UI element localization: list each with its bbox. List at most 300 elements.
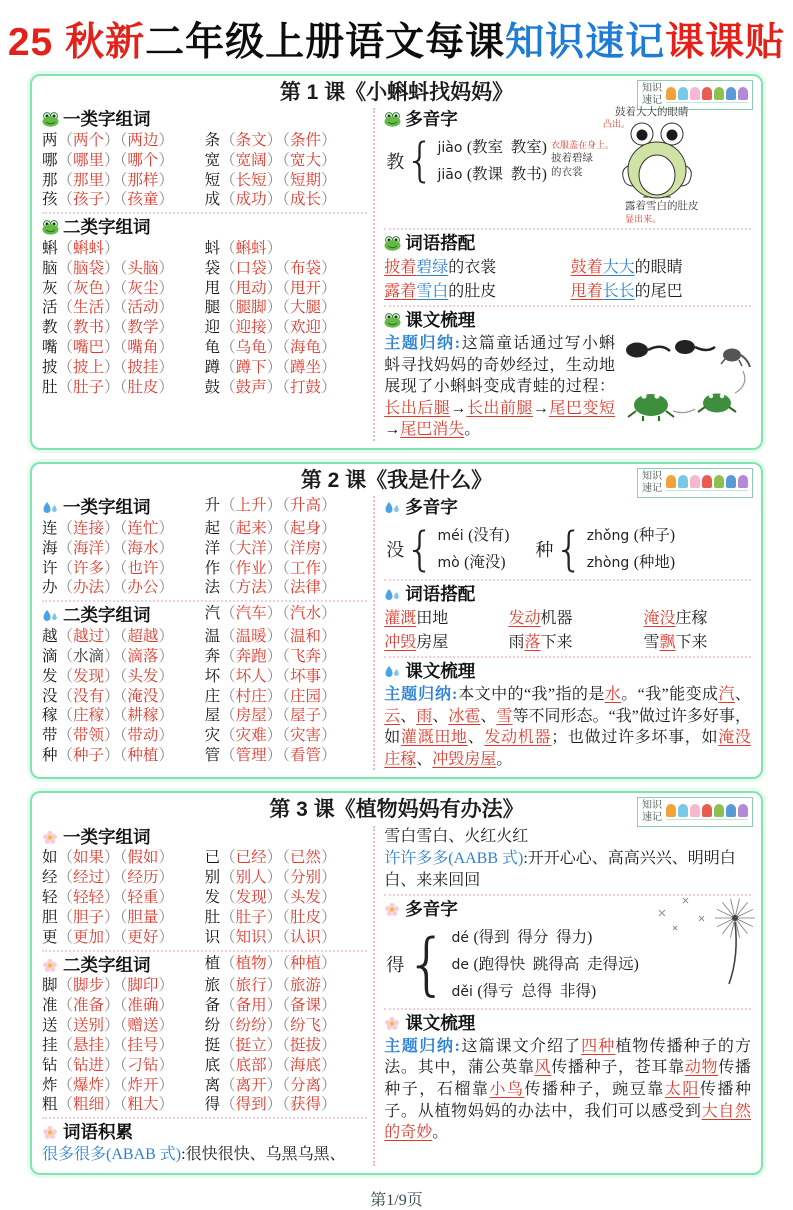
text-run: 。 (432, 1124, 449, 1142)
frog-annotation: 的衣裳 (550, 167, 583, 179)
topic-label: 主题归纳: (384, 335, 461, 353)
word: 也许 (127, 559, 159, 577)
paren: （ (57, 707, 74, 725)
head-char: 起 (204, 519, 221, 537)
paren: （ (220, 1076, 236, 1094)
word: 坏事 (289, 667, 321, 685)
word: 教书 (73, 319, 105, 337)
heading-row (42, 496, 367, 519)
word-group (220, 1037, 282, 1054)
paren: ） (158, 1056, 174, 1074)
paren: （ (57, 1056, 74, 1074)
word-entry (42, 378, 205, 398)
word: 没有 (73, 687, 105, 705)
paren: ） (158, 647, 174, 665)
word-entry (205, 848, 368, 868)
section-block (42, 212, 367, 397)
paren: ） (104, 191, 120, 209)
head-char: 钻 (42, 1056, 58, 1074)
flower-icon (384, 1016, 401, 1031)
paren: ） (158, 171, 174, 189)
paren: ） (266, 1096, 283, 1114)
word-group (58, 280, 120, 297)
word-group (58, 747, 120, 764)
section-title: 词语积累 (63, 1122, 133, 1143)
highlight-red: 云 (384, 707, 401, 725)
word-group (120, 889, 174, 906)
paren: （ (119, 378, 128, 396)
paren: （ (119, 171, 128, 189)
word-group (220, 152, 282, 169)
paren: ） (320, 889, 337, 907)
head-char: 没 (42, 687, 58, 705)
word-entry (42, 976, 205, 996)
word: 挺拔 (289, 1036, 321, 1054)
dandelion-illustration (639, 892, 757, 988)
paren: ） (158, 849, 174, 867)
paren: （ (282, 687, 290, 705)
paren: ） (104, 358, 120, 376)
kid-icon (678, 87, 688, 100)
word-group (120, 280, 174, 297)
pronunciation-line (438, 549, 510, 576)
word-row (42, 888, 367, 908)
topic-label: 主题归纳: (384, 1037, 461, 1055)
section-block (384, 656, 751, 770)
word: 上升 (235, 497, 267, 515)
paren: ） (158, 519, 174, 537)
word-entry (205, 996, 368, 1016)
paren: ） (104, 259, 120, 277)
word: 灾害 (289, 727, 321, 745)
paren: （ (220, 1096, 236, 1114)
word-entry (42, 888, 205, 908)
word-group (220, 497, 282, 514)
head-char: 蚪 (204, 239, 221, 257)
kid-icon (666, 804, 676, 817)
word-entry (205, 1056, 368, 1076)
head-char: 脚 (42, 977, 58, 995)
word-row (42, 559, 367, 579)
word-row (42, 1056, 367, 1076)
head-char: 教 (42, 319, 58, 337)
kid-icon (702, 475, 712, 488)
word-entry (205, 519, 368, 539)
section-block (384, 894, 751, 1006)
word: 炸开 (127, 1076, 159, 1094)
head-char: 挂 (42, 1036, 58, 1054)
section-heading (42, 1121, 367, 1144)
collocation-grid (384, 607, 751, 654)
word-group (220, 929, 282, 946)
word: 大腿 (289, 299, 321, 317)
paren: ） (158, 1017, 174, 1035)
paren: （ (119, 928, 128, 946)
paren: ） (320, 191, 337, 209)
paren: ） (104, 539, 120, 557)
word: 长短 (235, 171, 267, 189)
word-group (282, 909, 336, 926)
paren: ） (320, 151, 337, 169)
paren: ） (266, 151, 283, 169)
word-entry (205, 318, 368, 338)
word: 轻重 (127, 889, 159, 907)
paren: ） (158, 191, 174, 209)
paren: ） (266, 319, 283, 337)
word-group (58, 1077, 120, 1094)
word-group (58, 707, 120, 724)
paren: （ (282, 319, 290, 337)
lesson-cards-container (0, 74, 793, 1175)
word: 海水 (127, 539, 159, 557)
word: 挂号 (127, 1036, 159, 1054)
word: 越过 (73, 628, 105, 646)
pinyin: zhǒng (586, 527, 634, 544)
paren: ） (266, 131, 283, 149)
paren: ） (104, 628, 120, 646)
word-entry (42, 1095, 205, 1115)
word-group (120, 560, 174, 577)
word: 海洋 (73, 539, 105, 557)
paren: （ (119, 727, 128, 745)
example-words: (种地) (633, 554, 676, 572)
paren: （ (220, 908, 236, 926)
head-char: 经 (42, 869, 58, 887)
paren: ） (320, 519, 337, 537)
word-entry (42, 1036, 205, 1056)
paren: （ (220, 849, 236, 867)
text-run: 、 (416, 750, 433, 768)
brace-glyph: { (554, 521, 584, 576)
paren: （ (57, 579, 74, 597)
paren: ） (104, 1056, 120, 1074)
word-group (220, 707, 282, 724)
kid-icon (690, 475, 700, 488)
head-char: 别 (204, 869, 221, 887)
paren: ） (158, 869, 174, 887)
paren: ） (104, 908, 120, 926)
paren: ） (104, 559, 120, 577)
kid-icon (690, 87, 700, 100)
paren: ） (266, 171, 283, 189)
head-char: 灰 (42, 279, 58, 297)
paren: （ (282, 539, 290, 557)
word-entry (42, 239, 205, 259)
paren: （ (282, 358, 290, 376)
word: 淹没 (127, 687, 159, 705)
paren: ） (320, 605, 337, 623)
lesson-left-column (42, 826, 375, 1166)
pinyin: mò (437, 555, 465, 572)
paren: （ (220, 539, 236, 557)
word-group (282, 319, 336, 336)
head-char: 短 (204, 171, 221, 189)
highlight-red: 淹没庄稼 (384, 729, 751, 768)
word-group (282, 648, 336, 665)
paren: ） (104, 687, 120, 705)
word: 庄园 (289, 687, 321, 705)
paren: （ (282, 559, 290, 577)
paren: （ (220, 707, 236, 725)
head-char: 海 (42, 539, 58, 557)
paren: ） (320, 707, 337, 725)
word: 条文 (235, 131, 267, 149)
word: 短期 (289, 171, 321, 189)
word-group (220, 1017, 282, 1034)
word-group (120, 688, 174, 705)
paren: ） (266, 259, 283, 277)
word: 蹲下 (235, 358, 267, 376)
word-group (120, 359, 174, 376)
topic-label: 主题归纳: (384, 686, 458, 704)
paren: ） (266, 605, 283, 623)
section-heading (384, 496, 751, 519)
word-group (58, 997, 120, 1014)
word-group (220, 977, 282, 994)
head-char: 稼 (42, 707, 58, 725)
paren: （ (57, 889, 74, 907)
paren: （ (119, 908, 128, 926)
paren: （ (57, 171, 74, 189)
paren: （ (282, 519, 290, 537)
frog-annotation: 衣服盖在身上。 (550, 140, 614, 151)
paren: （ (57, 378, 74, 396)
word: 布袋 (289, 259, 321, 277)
paren: ） (266, 928, 283, 946)
paren: （ (57, 279, 74, 297)
duoyin-content (384, 108, 551, 226)
highlight-red: 灌溉 (384, 609, 417, 627)
paren: （ (119, 628, 128, 646)
paren: ） (320, 171, 337, 189)
lesson-left-column (42, 496, 375, 770)
word-group (120, 997, 174, 1014)
section-block (384, 826, 751, 892)
word: 鼓声 (235, 378, 267, 396)
word-row (42, 996, 367, 1016)
paren: ） (158, 539, 174, 557)
word: 送别 (73, 1017, 105, 1035)
section-heading (42, 108, 367, 131)
word: 连忙 (127, 519, 159, 537)
word: 大洋 (235, 539, 267, 557)
word: 起来 (235, 519, 267, 537)
head-char: 屋 (204, 707, 221, 725)
word-row (42, 298, 367, 318)
kid-icon (714, 87, 724, 100)
paren: ） (104, 977, 120, 995)
paren: （ (57, 1017, 74, 1035)
paren: ） (320, 869, 337, 887)
word: 经过 (73, 869, 105, 887)
word-group (220, 1096, 282, 1113)
paren: （ (282, 954, 290, 972)
frog-icon (42, 220, 59, 235)
section-title: 一类字组词 (63, 109, 151, 130)
word-group (282, 707, 336, 724)
word: 滴落 (127, 647, 159, 665)
word-entry (205, 976, 368, 996)
head-char: 条 (204, 131, 221, 149)
word: 汽水 (289, 605, 321, 623)
word-group (58, 260, 120, 277)
word: 已经 (235, 849, 267, 867)
word-group (120, 1077, 174, 1094)
word: 赠送 (127, 1017, 159, 1035)
word: 发现 (73, 667, 105, 685)
paren: ） (104, 171, 120, 189)
head-char: 滴 (42, 647, 58, 665)
word-group (58, 191, 120, 208)
word-group (282, 688, 336, 705)
paren: ） (104, 579, 120, 597)
paren: （ (119, 339, 128, 357)
section-heading (42, 604, 205, 627)
head-char: 腿 (204, 299, 221, 317)
section-heading (384, 232, 751, 255)
text-run: 房屋 (416, 634, 449, 652)
word-group (220, 359, 282, 376)
paren: ） (158, 889, 174, 907)
word-group (282, 520, 336, 537)
summary-paragraph (384, 684, 751, 770)
pinyin: méi (437, 527, 469, 544)
highlight-red: 长出后腿 (384, 399, 451, 417)
paren: ） (158, 378, 174, 396)
word: 纷纷 (235, 1017, 267, 1035)
word-row (42, 578, 367, 598)
paren: （ (57, 131, 74, 149)
paren: （ (119, 1017, 128, 1035)
text-run: 的衣裳 (448, 258, 497, 276)
paren: （ (119, 358, 128, 376)
duoyin-zone (384, 108, 751, 226)
paren: ） (158, 727, 174, 745)
head-char: 得 (204, 1096, 221, 1114)
tadpole-to-frog-illustration (621, 337, 751, 425)
section-title: 多音字 (405, 109, 458, 130)
lesson-columns (42, 496, 751, 770)
word-group (282, 579, 336, 596)
word: 办公 (127, 579, 159, 597)
frog-annotation: 鼓着大大的眼睛 (614, 107, 689, 119)
head-char: 离 (204, 1076, 221, 1094)
word: 条件 (289, 131, 321, 149)
text-run: 这篇童话通过写小蝌蚪寻找妈妈的奇妙经过，生动地展现了小蝌蚪变成青蛙的过程： (384, 335, 615, 396)
head-char: 作 (204, 559, 221, 577)
paren: （ (119, 539, 128, 557)
word: 披挂 (127, 358, 159, 376)
text-run: 传播种子，石榴靠 (384, 1059, 751, 1099)
word-group (282, 668, 336, 685)
duoyin-group (386, 134, 547, 188)
section-block (384, 305, 751, 441)
head-char: 旅 (204, 977, 221, 995)
word-group (282, 929, 336, 946)
paren: ） (320, 849, 337, 867)
word-group (120, 747, 174, 764)
frog-icon (384, 313, 401, 328)
word-group (58, 727, 120, 744)
word-row (42, 647, 367, 667)
frog-icon (384, 236, 401, 251)
word-group (58, 1096, 120, 1113)
highlight-red: 四种 (581, 1037, 616, 1055)
word-entry (42, 1076, 205, 1096)
paren: ） (158, 628, 174, 646)
paren: （ (282, 849, 290, 867)
word-entry (42, 706, 205, 726)
word-row (42, 726, 367, 746)
word-row (42, 1036, 367, 1056)
paren: （ (57, 239, 74, 257)
paren: （ (282, 339, 290, 357)
paren: （ (282, 908, 290, 926)
word-row (42, 190, 367, 210)
head-char: 底 (204, 1056, 221, 1074)
paren: （ (220, 339, 236, 357)
paren: ） (320, 647, 337, 665)
word: 脚印 (127, 977, 159, 995)
word-group (58, 560, 120, 577)
word-group (58, 339, 120, 356)
paren: （ (282, 1017, 290, 1035)
paren: ） (266, 647, 283, 665)
paren: ） (266, 727, 283, 745)
word: 更好 (127, 928, 159, 946)
highlight-red: 雪 (496, 707, 513, 725)
lesson-right-column (375, 496, 751, 770)
example-words: (没有) (468, 526, 510, 544)
paren: （ (119, 131, 128, 149)
section-title: 二类字组词 (63, 954, 151, 975)
pronunciation-lines (438, 134, 547, 188)
duoyin-content (384, 496, 751, 577)
section-title: 词语搭配 (405, 584, 476, 605)
head-char: 嘴 (42, 339, 58, 357)
word-entry (205, 954, 368, 977)
word-entry (205, 868, 368, 888)
highlight-red: 落 (524, 634, 541, 652)
head-char: 肚 (204, 908, 221, 926)
word-entry (205, 259, 368, 279)
head-char: 轻 (42, 889, 58, 907)
frog-annotation: 显出来。 (624, 214, 661, 225)
lesson-title: 第 3 课《植物妈妈有办法》 (269, 798, 524, 822)
example-words: (得到 得分 得力) (473, 928, 593, 946)
paren: ） (104, 131, 120, 149)
paren: ） (320, 1076, 337, 1094)
text-run: ；也做过许多坏事，如 (551, 729, 719, 747)
flower-icon (42, 1125, 59, 1140)
word-entry (205, 667, 368, 687)
paren: ） (320, 997, 337, 1015)
section-heading (384, 898, 639, 921)
head-char: 活 (42, 299, 58, 317)
paren: （ (119, 1096, 128, 1114)
paren: （ (57, 539, 74, 557)
paren: （ (220, 747, 236, 765)
word-group (220, 172, 282, 189)
word: 头脑 (127, 259, 159, 277)
paren: ） (104, 707, 120, 725)
paren: （ (119, 707, 128, 725)
paren: ） (266, 1056, 283, 1074)
word-group (282, 1057, 336, 1074)
word-entry (42, 928, 205, 948)
word: 得到 (235, 1096, 267, 1114)
section-title: 一类字组词 (63, 497, 151, 518)
